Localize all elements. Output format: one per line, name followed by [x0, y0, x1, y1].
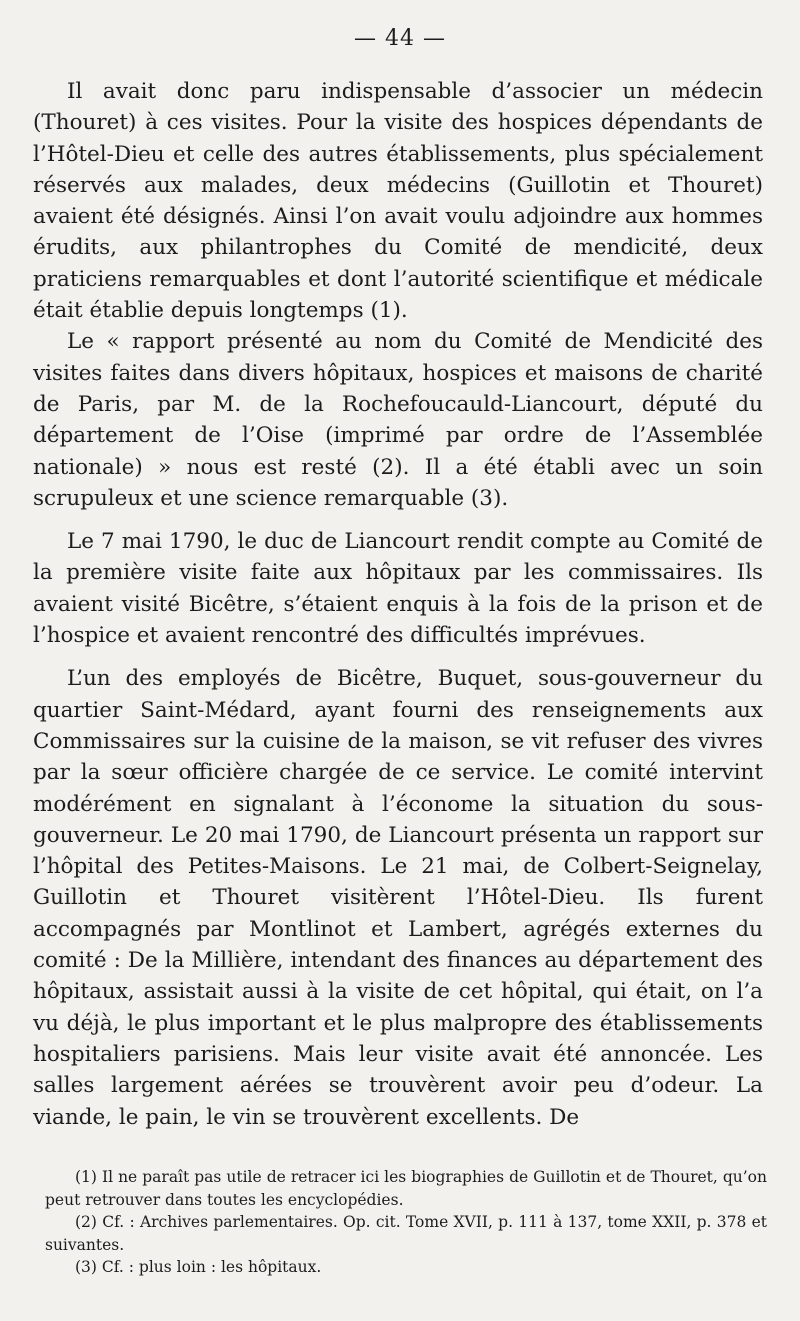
paragraph: Le « rapport présenté au nom du Comité de Mendicité des visites faites dans divers hôpitaux, hospices et maisons de charité de Paris, par M. de la Rochefoucauld-Liancourt, député du département de l’Oise (imprimé par ordre de l’Assemblée nationale) » nous est resté (2). Il a été établi avec un soin scrupuleux et une science remarquable (3).: [33, 329, 763, 511]
footnote: (1) Il ne paraît pas utile de retracer ici les biographies de Guillotin et de Thouret, qu’on peut retrouver dans toutes les encyclopédies.: [45, 1168, 767, 1209]
paragraph: Il avait donc paru indispensable d’associer un médecin (Thouret) à ces visites. Pour la visite des hospices dépendants de l’Hôtel-Dieu et celle des autres établissements, plus spécialement réservés aux malades, deux médecins (Guillotin et Thouret) avaient été désignés. Ainsi l’on avait voulu adjoindre aux hommes érudits, aux philantrophes du Comité de mendicité, deux praticiens remarquables et dont l’autorité scientifique et médicale était établie depuis longtemps (1).: [33, 79, 763, 324]
footnotes: [45, 1166, 767, 1279]
footnote: (3) Cf. : plus loin : les hôpitaux.: [75, 1258, 322, 1276]
paragraph: L’un des employés de Bicêtre, Buquet, sous-gouverneur du quartier Saint-Médard, ayant fourni des renseignements aux Commissaires sur la cuisine de la maison, se vit refuser des vivres par la sœur officière chargée de ce service. Le comité intervint modérément en signalant à l’économe la situation du sous-gouverneur. Le 20 mai 1790, de Liancourt présenta un rapport sur l’hôpital des Petites-Maisons. Le 21 mai, de Colbert-Seignelay, Guillotin et Thouret visitèrent l’Hôtel-Dieu. Ils furent accompagnés par Montlinot et Lambert, agrégés externes du comité : De la Millière, intendant des finances au département des hôpitaux, assistait aussi à la visite de cet hôpital, qui était, on l’a vu déjà, le plus important et le plus malpropre des établissements hospitaliers parisiens. Mais leur visite avait été annoncée. Les salles largement aérées se trouvèrent avoir peu d’odeur. La viande, le pain, le vin se trouvèrent excellents. De: [33, 666, 763, 1130]
paragraph: Le 7 mai 1790, le duc de Liancourt rendit compte au Comité de la première visite faite aux hôpitaux par les commissaires. Ils avaient visité Bicêtre, s’étaient enquis à la fois de la prison et de l’hospice et avaient rencontré des difficultés imprévues.: [33, 529, 763, 649]
page-number: — 44 —: [354, 26, 446, 51]
footnote: (2) Cf. : Archives parlementaires. Op. cit. Tome XVII, p. 111 à 137, tome XXII, p. 378 et suivantes.: [45, 1213, 767, 1254]
body-text: [33, 76, 763, 1133]
